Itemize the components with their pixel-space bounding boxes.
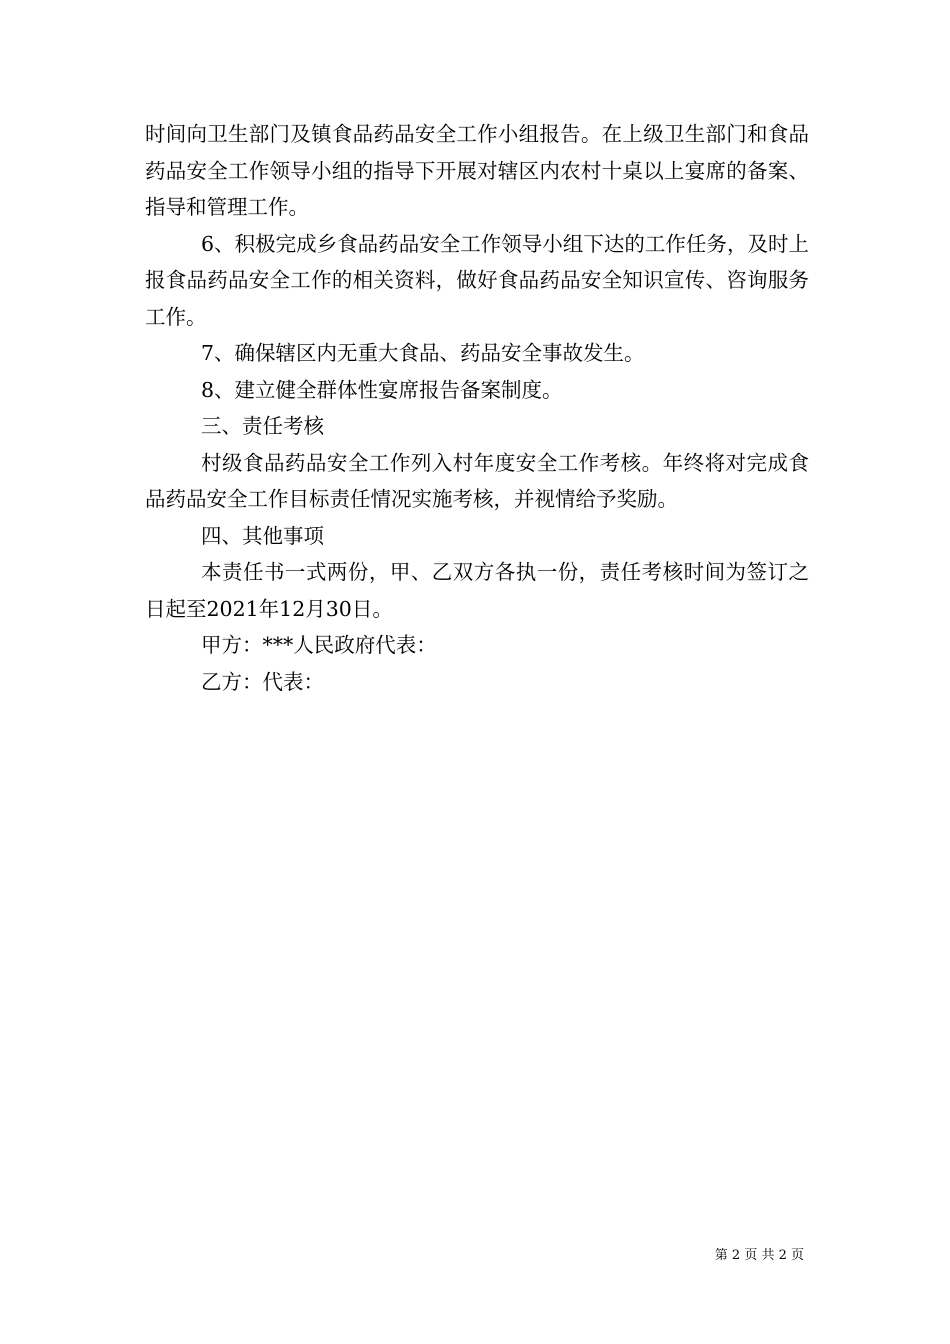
paragraph-item-6: 6、积极完成乡食品药品安全工作领导小组下达的工作任务，及时上报食品药品安全工作的相关资料，做好食品药品安全知识宣传、咨询服务工作。 (145, 231, 809, 329)
paragraph-copies: 本责任书一式两份，甲、乙双方各执一份，责任考核时间为签订之日起至2021年12月30日。 (145, 560, 809, 621)
party-b-signature-line: 乙方：代表： (201, 669, 324, 694)
paragraph-continuation: 时间向卫生部门及镇食品药品安全工作小组报告。在上级卫生部门和食品药品安全工作领导小组的指导下开展对辖区内农村十桌以上宴席的备案、指导和管理工作。 (145, 122, 809, 219)
party-a-signature-line: 甲方：***人民政府代表： (201, 633, 437, 657)
paragraph-item-8: 8、建立健全群体性宴席报告备案制度。 (201, 377, 563, 402)
section-heading-other-matters: 四、其他事项 (201, 523, 324, 548)
document-body (145, 116, 809, 700)
section-heading-responsibility-assessment: 三、责任考核 (201, 414, 324, 438)
paragraph-item-7: 7、确保辖区内无重大食品、药品安全事故发生。 (201, 341, 645, 365)
paragraph-assessment: 村级食品药品安全工作列入村年度安全工作考核。年终将对完成食品药品安全工作目标责任情况实施考核，并视情给予奖励。 (145, 450, 809, 511)
page-number-footer: 第 2 页 共 2 页 (714, 1248, 804, 1263)
